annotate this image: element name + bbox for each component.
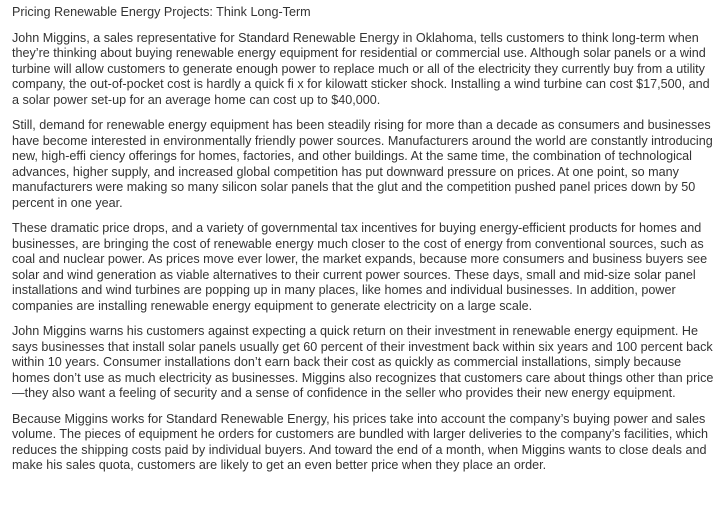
paragraph-1: John Miggins, a sales representative for Standard Renewable Energy in Oklahoma, tells customers to think long-term when they’re thinking about buying renewable energy equipment for residential or commercial use. Although solar panels or a wind turbine will allow customers to generate enough power to replace much or all of the electricity they currently buy from a utility company, the out-of-pocket cost is hardly a quick fi x for kilowatt sticker shock. Installing a wind turbine can cost $17,500, and a solar power set-up for an average home can cost up to $40,000. xyxy=(12,30,710,107)
paragraph-4: John Miggins warns his customers against expecting a quick return on their investment in renewable energy equipment. He says businesses that install solar panels usually get 60 percent of their investment back within six years and 100 percent back within 10 years. Consumer installations don’t earn back their cost as quickly as commercial installations, simply because homes don’t use as much electricity as businesses. Miggins also recognizes that customers care about things other than price—they also want a feeling of security and a sense of confidence in the seller who provides their new energy equipment. xyxy=(12,324,714,400)
document-title: Pricing Renewable Energy Projects: Think Long-Term xyxy=(12,5,311,19)
paragraph-2: Still, demand for renewable energy equipment has been steadily rising for more than a decade as consumers and businesses have become interested in environmentally friendly power sources. Manufacturers around the world are constantly introducing new, high-effi ciency offerings for homes, factories, and other buildings. At the same time, the combination of technological advances, higher supply, and increased global competition has put downward pressure on prices. At one point, so many manufacturers were making so many silicon solar panels that the glut and the competition pushed panel prices down by 50 percent in one year. xyxy=(12,118,713,210)
paragraph-3: These dramatic price drops, and a variety of governmental tax incentives for buying energy-efficient products for homes and businesses, are bringing the cost of renewable energy much closer to the cost of energy from conventional sources, such as coal and nuclear power. As prices move ever lower, the market expands, because more consumers and business buyers see solar and wind generation as viable alternatives to their current power sources. These days, small and mid-size solar panel installations and wind turbines are popping up in many places, like homes and individual businesses. In addition, power companies are installing renewable energy equipment to generate electricity on a large scale. xyxy=(12,221,708,313)
paragraph-5: Because Miggins works for Standard Renewable Energy, his prices take into account the company’s buying power and sales volume. The pieces of equipment he orders for customers are bundled with larger deliveries to the company’s facilities, which reduces the shipping costs paid by individual buyers. And toward the end of a month, when Miggins wants to close deals and make his sales quota, customers are likely to get an even better price when they place an order. xyxy=(12,411,709,472)
